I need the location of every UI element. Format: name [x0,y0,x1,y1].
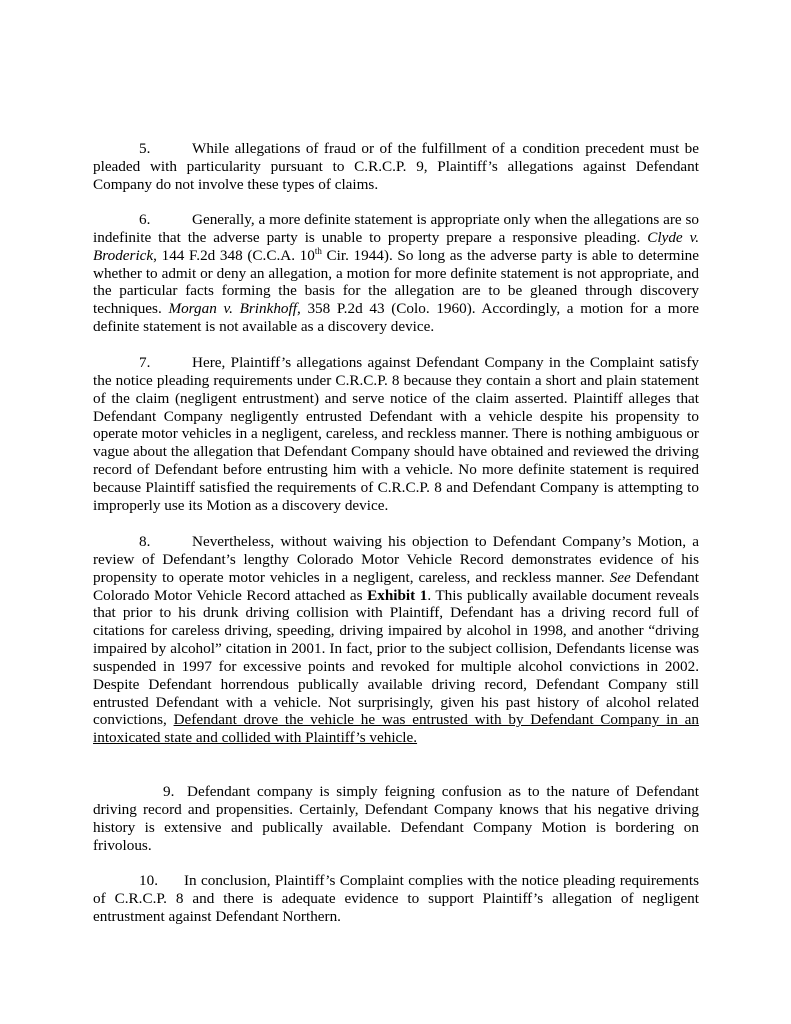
paragraph-5 [93,140,699,194]
paragraph-number: 6. [139,211,151,228]
paragraph-text: In conclusion, Plaintiff’s Complaint complies with the notice pleading requirements of C.R.C.P. 8 and there is adequate evidence to support Plaintiff’s allegation of negligent entrustment against Defendant Northern. [93,872,699,925]
paragraph-text: , 358 P.2d 43 (Colo. 1960). Accordingly, a motion for a more definite statement is not available as a discovery device. [93,300,699,336]
paragraph-text: Generally, a more definite statement is appropriate only when the allegations are so indefinite that the adverse party is unable to property prepare a responsive pleading. [93,211,699,246]
paragraph-8 [93,533,699,747]
signal-see: See [609,568,631,586]
case-citation: Morgan v. Brinkhoff [168,300,297,318]
paragraph-6 [93,211,699,336]
paragraph-text: Defendant Colorado Motor Vehicle Record attached as [93,568,699,604]
paragraph-number: 7. [139,354,151,371]
paragraph-text: Nevertheless, without waiving his objection to Defendant Company’s Motion, a review of Defendant’s lengthy Colorado Motor Vehicle Record demonstrates evidence of his propensity to operate motor vehicles in a negligent, careless, and reckless manner. [93,533,699,586]
paragraph-number: 5. [139,140,151,157]
paragraph-number: 8. [139,533,151,550]
ordinal-superscript: th [314,245,322,256]
paragraph-text: Cir. 1944). So long as the adverse party is able to determine whether to admit or deny an allegation, a motion for more definite statement is not appropriate, and the particular facts forming the basis for the allegation are to be gleaned through discovery techniques. [93,246,699,318]
paragraph-number: 9. [163,783,175,800]
paragraph-text: Here, Plaintiff’s allegations against Defendant Company in the Complaint satisfy the notice pleading requirements under C.R.C.P. 8 because they contain a short and plain statement of the claim (negligent entrustment) and serve notice of the claim asserted. Plaintiff alleges that Defendant Company negligently entrusted Defendant with a vehicle despite his propensity to operate motor vehicles in a negligent, careless, and reckless manner. There is nothing ambiguous or vague about the allegation that Defendant Company should have obtained and reviewed the driving record of Defendant before entrusting him with a vehicle. No more definite statement is required because Plaintiff satisfied the requirements of C.R.C.P. 8 and Defendant Company is attempting to improperly use its Motion as a discovery device. [93,354,699,514]
paragraph-7 [93,354,699,515]
paragraph-number: 10. [139,872,158,889]
paragraph-10 [93,872,699,926]
citation-reporter: , 144 F.2d 348 (C.C.A. 10 [153,246,315,264]
underlined-text: Defendant drove the vehicle he was entrusted with by Defendant Company in an intoxicated state and collided with Plaintiff’s vehicle. [93,711,699,747]
paragraph-text: . This publically available document reveals that prior to his drunk driving collision with Plaintiff, Defendant has a driving record full of citations for careless driving, speeding, driving impaired by alcohol in 1998, and another “driving impaired by alcohol” citation in 2001. In fact, prior to the subject collision, Defendants license was suspended in 1997 for excessive points and revoked for multiple alcohol convictions in 2002. Despite Defendant horrendous publically available driving record, Defendant Company still entrusted Defendant with a vehicle. Not surprisingly, given his past history of alcohol related convictions, [93,586,699,729]
paragraph-text: Defendant company is simply feigning confusion as to the nature of Defendant driving record and propensities. Certainly, Defendant Company knows that his negative driving history is extensive and publically available. Defendant Company Motion is bordering on frivolous. [93,783,699,854]
case-citation: Clyde v. Broderick [93,228,699,264]
paragraph-9 [93,783,699,854]
paragraph-text: While allegations of fraud or of the fulfillment of a condition precedent must be pleaded with particularity pursuant to C.R.C.P. 9, Plaintiff’s allegations against Defendant Company do not involve these types of claims. [93,140,699,193]
exhibit-reference: Exhibit 1 [367,586,428,604]
